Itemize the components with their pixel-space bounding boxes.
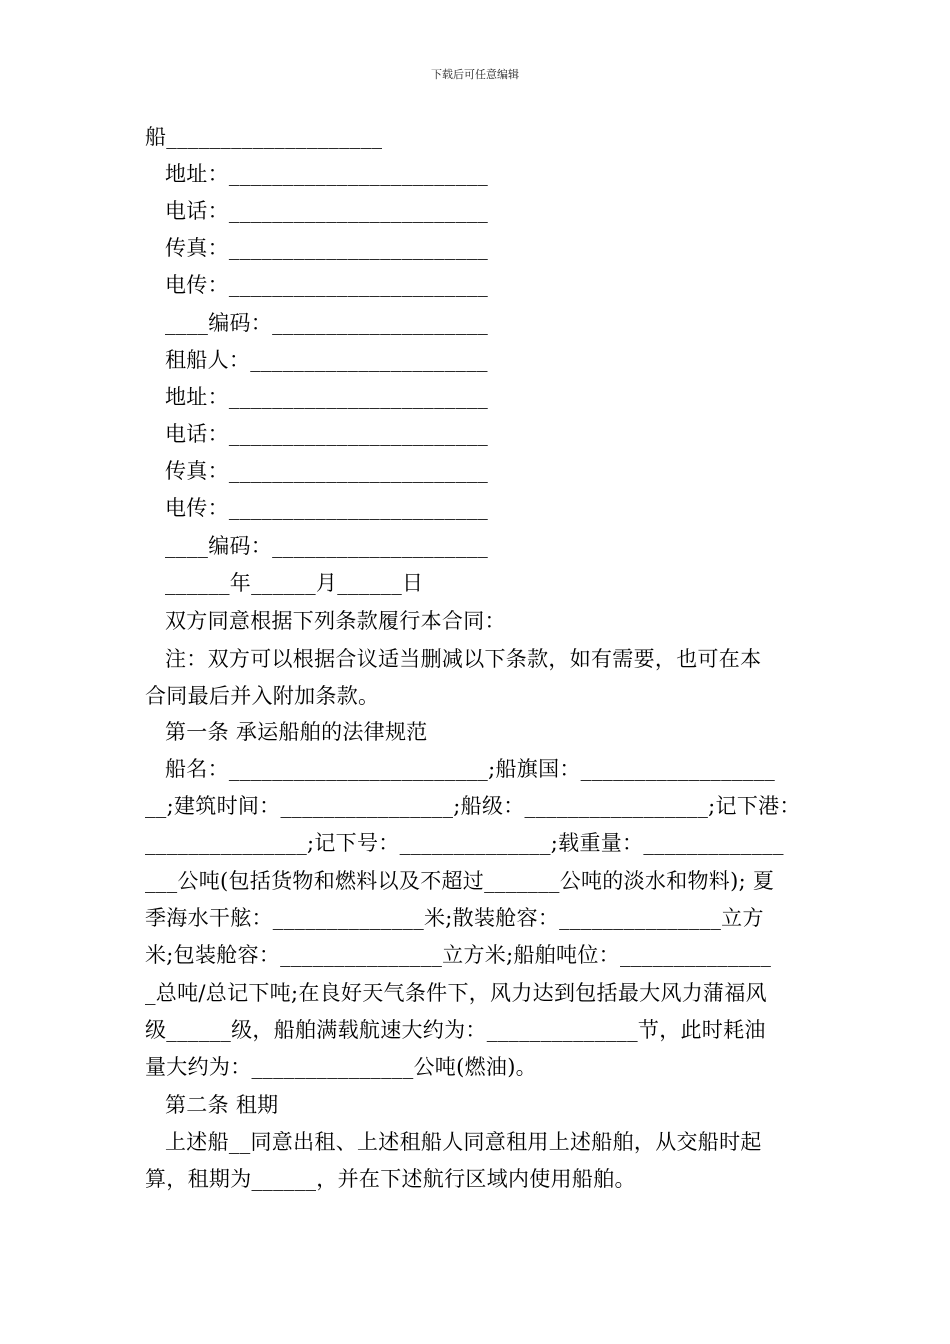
owner-address-line: 地址：________________________ (165, 162, 489, 186)
article-1-line-3: _______________;记下号：______________;载重量：_____________ (145, 831, 784, 855)
article-2-line-1: 上述船__同意出租、上述租船人同意租用上述船舶，从交船时起 (165, 1130, 762, 1154)
article-1-line-7: _总吨/总记下吨;在良好天气条件下，风力达到包括最大风力蒲福风 (145, 981, 767, 1005)
charterer-fax-line: 传真：________________________ (165, 459, 489, 483)
charterer-address-line: 地址：________________________ (165, 385, 489, 409)
article-1-heading: 第一条 承运船舶的法律规范 (165, 720, 428, 744)
article-1-line-4: ___公吨(包括货物和燃料以及不超过_______公吨的淡水和物料); 夏 (145, 869, 775, 893)
page-header: 下载后可任意编辑 (431, 68, 519, 81)
agreement-line: 双方同意根据下列条款履行本合同： (165, 609, 506, 633)
date-line: ______年______月______日 (165, 571, 424, 595)
charterer-postcode-line: ____编码：____________________ (165, 534, 489, 558)
owner-telex-line: 电传：________________________ (165, 273, 489, 297)
article-1-line-5: 季海水干舷：______________米;散装舱容：_______________立方 (145, 906, 764, 930)
owner-phone-line: 电话：________________________ (165, 199, 489, 223)
charterer-phone-line: 电话：________________________ (165, 422, 489, 446)
owner-fax-line: 传真：________________________ (165, 236, 489, 260)
note-line-2: 合同最后并入附加条款。 (145, 684, 380, 708)
article-1-line-1: 船名：________________________;船旗国：__________________ (165, 757, 776, 781)
article-2-line-2: 算，租期为______，并在下述航行区域内使用船舶。 (145, 1167, 636, 1191)
article-1-line-9: 量大约为：_______________公吨(燃油)。 (145, 1055, 537, 1079)
charterer-line: 租船人：______________________ (165, 348, 488, 372)
note-line-1: 注：双方可以根据合议适当删减以下条款，如有需要，也可在本 (165, 647, 762, 671)
article-2-heading: 第二条 租期 (165, 1093, 279, 1117)
article-1-line-6: 米;包装舱容：_______________立方米;船舶吨位：______________ (145, 943, 772, 967)
charterer-telex-line: 电传：________________________ (165, 496, 489, 520)
owner-postcode-line: ____编码：____________________ (165, 311, 489, 335)
article-1-line-8: 级______级，船舶满载航速大约为：______________节，此时耗油 (145, 1018, 766, 1042)
article-1-line-2: __;建筑时间：________________;船级：_________________;记下港： (145, 794, 801, 818)
owner-line: 船____________________ (145, 125, 383, 149)
